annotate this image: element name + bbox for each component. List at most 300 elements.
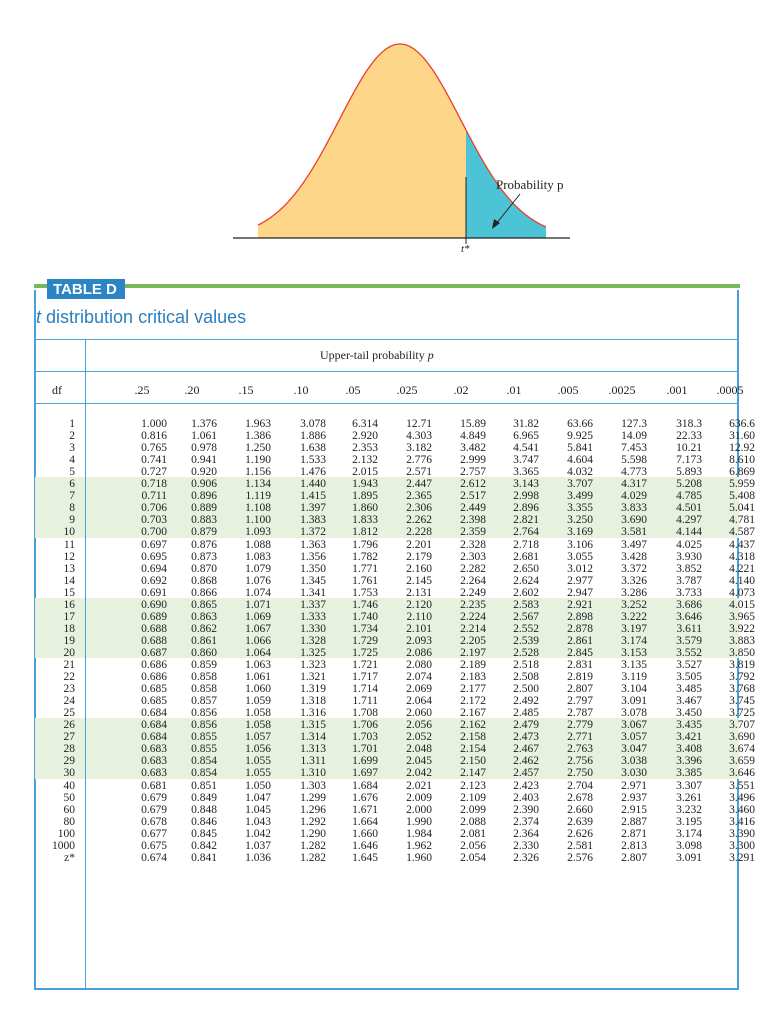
value-cell: 2.145	[406, 574, 432, 587]
value-cell: 1.721	[352, 659, 378, 671]
value-cell: 3.078	[621, 707, 647, 720]
value-cell: 0.684	[141, 731, 167, 744]
value-cell: 1.047	[245, 791, 271, 804]
value-cell: 2.921	[567, 598, 593, 611]
value-cell: 2.197	[460, 646, 486, 659]
value-cell: 2.807	[567, 683, 593, 696]
value-cell: 2.492	[513, 695, 539, 708]
value-cell: 2.048	[406, 743, 432, 756]
value-cell: 4.144	[676, 526, 702, 539]
value-cell: 0.868	[191, 574, 217, 587]
value-cell: 3.091	[676, 851, 702, 864]
value-cell: 0.879	[191, 526, 217, 539]
value-cell: 6.314	[352, 418, 378, 430]
value-cell: 2.086	[406, 646, 432, 659]
upper-tail-label	[320, 348, 434, 363]
value-cell: 2.915	[621, 803, 647, 816]
value-cell: 1.886	[300, 430, 326, 443]
value-cell: 0.683	[141, 755, 167, 768]
value-cell: 2.787	[567, 707, 593, 720]
value-cell: 1.055	[245, 767, 271, 780]
table-title-variable: t	[36, 307, 42, 327]
value-cell: 1.476	[300, 466, 326, 479]
value-cell: 3.552	[676, 646, 702, 659]
value-cell: 2.224	[460, 610, 486, 623]
value-cell: 3.725	[729, 707, 755, 720]
value-cell: 2.056	[460, 839, 486, 852]
value-cell: 1.290	[300, 827, 326, 840]
value-cell: 3.372	[621, 562, 647, 575]
value-cell: 2.776	[406, 454, 432, 467]
table-row	[35, 755, 755, 768]
value-cell: 3.365	[513, 466, 539, 479]
value-cell: 4.032	[567, 466, 593, 479]
df-cell: 19	[63, 634, 75, 647]
value-cell: 0.860	[191, 646, 217, 659]
df-cell: 5	[69, 466, 75, 479]
value-cell: 4.297	[676, 514, 702, 527]
value-cell: 2.099	[460, 803, 486, 816]
value-cell: 1.533	[300, 454, 326, 467]
value-cell: 2.060	[406, 707, 432, 720]
value-cell: 2.052	[406, 731, 432, 744]
value-cell: 1.119	[245, 490, 271, 503]
value-cell: 1.782	[352, 550, 378, 563]
value-cell: 2.123	[460, 779, 486, 792]
value-cell: 2.999	[460, 454, 486, 467]
value-cell: 0.883	[191, 514, 217, 527]
value-cell: 2.447	[406, 478, 432, 491]
value-cell: 1.045	[245, 803, 271, 816]
value-cell: 1.303	[300, 779, 326, 792]
value-cell: 1.292	[300, 815, 326, 828]
value-cell: 2.871	[621, 827, 647, 840]
value-cell: 3.261	[676, 791, 702, 804]
table-row	[35, 827, 755, 840]
value-cell: 1.699	[352, 755, 378, 768]
value-cell: 0.675	[141, 839, 167, 852]
value-cell: 5.598	[621, 454, 647, 467]
df-cell: z*	[64, 851, 75, 864]
value-cell: 1.059	[245, 695, 271, 708]
table-row	[35, 707, 755, 720]
value-cell: 3.581	[621, 526, 647, 539]
value-cell: 2.581	[567, 839, 593, 852]
value-cell: 0.858	[191, 683, 217, 696]
value-cell: 2.457	[513, 767, 539, 780]
table-row	[35, 671, 755, 684]
column-header: .15	[238, 383, 254, 397]
value-cell: 0.856	[191, 707, 217, 720]
value-cell: 1.311	[300, 755, 326, 768]
value-cell: 0.842	[191, 839, 217, 852]
value-cell: 3.690	[621, 514, 647, 527]
value-cell: 2.583	[513, 598, 539, 611]
column-header-divider	[35, 403, 739, 404]
value-cell: 1.440	[300, 478, 326, 491]
value-cell: 4.025	[676, 538, 702, 551]
value-cell: 2.081	[460, 827, 486, 840]
value-cell: 3.579	[676, 634, 702, 647]
value-cell: 0.679	[141, 803, 167, 816]
value-cell: 12.92	[729, 442, 755, 455]
table-row	[35, 767, 755, 780]
value-cell: 2.054	[460, 851, 486, 864]
value-cell: 1.282	[300, 839, 326, 852]
df-cell: 3	[69, 442, 75, 455]
value-cell: 1.337	[300, 598, 326, 611]
table-row	[35, 418, 755, 430]
value-cell: 0.873	[191, 550, 217, 563]
value-cell: 1.703	[352, 731, 378, 744]
column-header: .001	[666, 383, 688, 397]
value-cell: 5.893	[676, 466, 702, 479]
value-cell: 1.711	[352, 695, 378, 708]
value-cell: 0.681	[141, 779, 167, 792]
value-cell: 2.262	[406, 514, 432, 527]
value-cell: 0.727	[141, 466, 167, 479]
table-header-rule	[34, 284, 740, 288]
value-cell: 1.740	[352, 610, 378, 623]
table-title-text: distribution critical values	[41, 307, 247, 327]
value-cell: 1.325	[300, 646, 326, 659]
value-cell: 2.189	[460, 659, 486, 671]
value-cell: 2.088	[460, 815, 486, 828]
value-cell: 2.064	[406, 695, 432, 708]
value-cell: 2.797	[567, 695, 593, 708]
value-cell: 2.947	[567, 586, 593, 599]
value-cell: 2.462	[513, 755, 539, 768]
value-cell: 3.326	[621, 574, 647, 587]
value-cell: 2.162	[460, 719, 486, 732]
value-cell: 0.849	[191, 791, 217, 804]
value-cell: 1.386	[245, 430, 271, 443]
value-cell: 1.943	[352, 478, 378, 491]
value-cell: 127.3	[621, 418, 647, 430]
value-cell: 1.067	[245, 622, 271, 635]
value-cell: 3.408	[676, 743, 702, 756]
value-cell: 2.326	[513, 851, 539, 864]
value-cell: 1.088	[245, 538, 271, 551]
value-cell: 2.887	[621, 815, 647, 828]
value-cell: 3.143	[513, 478, 539, 491]
value-cell: 3.499	[567, 490, 593, 503]
value-cell: 2.681	[513, 550, 539, 563]
value-cell: 1.055	[245, 755, 271, 768]
table-row	[35, 791, 755, 804]
value-cell: 5.408	[729, 490, 755, 503]
column-header: .20	[184, 383, 200, 397]
value-cell: 0.741	[141, 454, 167, 467]
df-cell: 28	[63, 743, 75, 756]
table-row	[35, 743, 755, 756]
value-cell: 2.473	[513, 731, 539, 744]
value-cell: 2.920	[352, 430, 378, 443]
value-cell: 1.746	[352, 598, 378, 611]
value-cell: 0.688	[141, 634, 167, 647]
table-row	[35, 779, 755, 792]
value-cell: 2.056	[406, 719, 432, 732]
value-cell: 2.154	[460, 743, 486, 756]
value-cell: 0.678	[141, 815, 167, 828]
value-cell: 3.390	[729, 827, 755, 840]
value-cell: 0.683	[141, 743, 167, 756]
value-cell: 1.000	[141, 418, 167, 430]
value-cell: 3.965	[729, 610, 755, 623]
value-cell: 6.965	[513, 430, 539, 443]
value-cell: 3.819	[729, 659, 755, 671]
value-cell: 3.733	[676, 586, 702, 599]
value-cell: 3.307	[676, 779, 702, 792]
table-row	[35, 478, 755, 491]
value-cell: 0.906	[191, 478, 217, 491]
value-cell: 1.646	[352, 839, 378, 852]
value-cell: 2.552	[513, 622, 539, 635]
value-cell: 1.076	[245, 574, 271, 587]
t-distribution-curve-figure	[0, 0, 768, 270]
value-cell: 2.821	[513, 514, 539, 527]
value-cell: 1.328	[300, 634, 326, 647]
value-cell: 3.852	[676, 562, 702, 575]
value-cell: 2.074	[406, 671, 432, 684]
value-cell: 1.350	[300, 562, 326, 575]
value-cell: 2.528	[513, 646, 539, 659]
value-cell: 2.150	[460, 755, 486, 768]
value-cell: 1.771	[352, 562, 378, 575]
value-cell: 5.208	[676, 478, 702, 491]
value-cell: 3.153	[621, 646, 647, 659]
value-cell: 3.012	[567, 562, 593, 575]
value-cell: 1.042	[245, 827, 271, 840]
value-cell: 0.889	[191, 502, 217, 515]
value-cell: 3.527	[676, 659, 702, 671]
value-cell: 4.073	[729, 586, 755, 599]
df-cell: 50	[63, 791, 75, 804]
value-cell: 2.282	[460, 562, 486, 575]
value-cell: 6.869	[729, 466, 755, 479]
value-cell: 2.179	[406, 550, 432, 563]
value-cell: 2.678	[567, 791, 593, 804]
value-cell: 0.848	[191, 803, 217, 816]
table-row	[35, 610, 755, 623]
value-cell: 0.697	[141, 538, 167, 551]
value-cell: 2.576	[567, 851, 593, 864]
value-cell: 2.328	[460, 538, 486, 551]
value-cell: 318.3	[676, 418, 702, 430]
value-cell: 2.861	[567, 634, 593, 647]
value-cell: 3.250	[567, 514, 593, 527]
value-cell: 2.602	[513, 586, 539, 599]
value-cell: 7.173	[676, 454, 702, 467]
value-cell: 1.250	[245, 442, 271, 455]
table-row	[35, 839, 755, 852]
value-cell: 0.703	[141, 514, 167, 527]
value-cell: 2.763	[567, 743, 593, 756]
value-cell: 0.855	[191, 731, 217, 744]
df-cell: 1	[69, 418, 75, 430]
value-cell: 0.816	[141, 430, 167, 443]
value-cell: 1.960	[406, 851, 432, 864]
value-cell: 3.707	[729, 719, 755, 732]
value-cell: 1.645	[352, 851, 378, 864]
value-cell: 3.182	[406, 442, 432, 455]
value-cell: 2.639	[567, 815, 593, 828]
value-cell: 3.551	[729, 779, 755, 792]
value-cell: 3.686	[676, 598, 702, 611]
df-cell: 17	[63, 610, 75, 623]
value-cell: 3.055	[567, 550, 593, 563]
value-cell: 3.355	[567, 502, 593, 515]
value-cell: 2.120	[406, 598, 432, 611]
df-cell: 6	[69, 478, 75, 491]
value-cell: 0.845	[191, 827, 217, 840]
value-cell: 2.303	[460, 550, 486, 563]
df-cell: 15	[63, 586, 75, 599]
value-cell: 0.862	[191, 622, 217, 635]
value-cell: 0.854	[191, 755, 217, 768]
value-cell: 0.684	[141, 719, 167, 732]
value-cell: 0.941	[191, 454, 217, 467]
table-row	[35, 538, 755, 551]
column-header: .025	[396, 383, 418, 397]
value-cell: 0.687	[141, 646, 167, 659]
df-cell: 20	[63, 646, 75, 659]
value-cell: 2.650	[513, 562, 539, 575]
value-cell: 1.734	[352, 622, 378, 635]
df-cell: 24	[63, 695, 75, 708]
table-title	[36, 307, 246, 328]
value-cell: 3.646	[676, 610, 702, 623]
value-cell: 4.303	[406, 430, 432, 443]
value-cell: 2.779	[567, 719, 593, 732]
value-cell: 31.82	[513, 418, 539, 430]
value-cell: 1.962	[406, 839, 432, 852]
value-cell: 1.318	[300, 695, 326, 708]
value-cell: 1.860	[352, 502, 378, 515]
value-cell: 1.356	[300, 550, 326, 563]
value-cell: 3.291	[729, 851, 755, 864]
value-cell: 0.691	[141, 586, 167, 599]
value-cell: 1.333	[300, 610, 326, 623]
value-cell: 2.423	[513, 779, 539, 792]
value-cell: 3.252	[621, 598, 647, 611]
value-cell: 2.015	[352, 466, 378, 479]
value-cell: 3.222	[621, 610, 647, 623]
value-cell: 0.841	[191, 851, 217, 864]
value-cell: 3.300	[729, 839, 755, 852]
table-row	[35, 550, 755, 563]
value-cell: 3.833	[621, 502, 647, 515]
value-cell: 0.859	[191, 659, 217, 671]
table-row	[35, 622, 755, 635]
table-row	[35, 454, 755, 467]
value-cell: 3.850	[729, 646, 755, 659]
value-cell: 3.496	[729, 791, 755, 804]
table-row	[35, 466, 755, 479]
value-cell: 0.684	[141, 707, 167, 720]
value-cell: 1.043	[245, 815, 271, 828]
value-cell: 1.037	[245, 839, 271, 852]
value-cell: 2.109	[460, 791, 486, 804]
df-cell: 11	[63, 538, 75, 551]
table-row	[35, 803, 755, 816]
value-cell: 2.205	[460, 634, 486, 647]
value-cell: 0.686	[141, 671, 167, 684]
value-cell: 1.083	[245, 550, 271, 563]
value-cell: 3.690	[729, 731, 755, 744]
column-header: .0025	[608, 383, 636, 397]
value-cell: 4.773	[621, 466, 647, 479]
value-cell: 2.757	[460, 466, 486, 479]
value-cell: 1.057	[245, 731, 271, 744]
value-cell: 5.841	[567, 442, 593, 455]
table-row	[35, 490, 755, 503]
value-cell: 2.626	[567, 827, 593, 840]
value-cell: 1.063	[245, 659, 271, 671]
value-cell: 2.518	[513, 659, 539, 671]
value-cell: 3.416	[729, 815, 755, 828]
value-cell: 0.854	[191, 767, 217, 780]
value-cell: 0.896	[191, 490, 217, 503]
value-cell: 3.674	[729, 743, 755, 756]
value-cell: 2.000	[406, 803, 432, 816]
value-cell: 0.685	[141, 695, 167, 708]
table-row	[35, 430, 755, 443]
value-cell: 0.718	[141, 478, 167, 491]
value-cell: 1.330	[300, 622, 326, 635]
value-cell: 1.833	[352, 514, 378, 527]
value-cell: 1.345	[300, 574, 326, 587]
value-cell: 0.694	[141, 562, 167, 575]
value-cell: 3.106	[567, 538, 593, 551]
value-cell: 4.501	[676, 502, 702, 515]
value-cell: 3.883	[729, 634, 755, 647]
value-cell: 2.330	[513, 839, 539, 852]
value-cell: 1.321	[300, 671, 326, 684]
value-cell: 2.467	[513, 743, 539, 756]
value-cell: 1.093	[245, 526, 271, 539]
value-cell: 2.449	[460, 502, 486, 515]
value-cell: 3.922	[729, 622, 755, 635]
value-cell: 3.286	[621, 586, 647, 599]
value-cell: 2.508	[513, 671, 539, 684]
value-cell: 1.761	[352, 574, 378, 587]
value-cell: 3.396	[676, 755, 702, 768]
value-cell: 2.172	[460, 695, 486, 708]
tstar-label: t*	[461, 243, 470, 255]
column-header: .05	[345, 383, 361, 397]
value-cell: 12.71	[406, 418, 432, 430]
value-cell: 2.390	[513, 803, 539, 816]
value-cell: 2.845	[567, 646, 593, 659]
value-cell: 1.296	[300, 803, 326, 816]
value-cell: 1.061	[191, 430, 217, 443]
value-cell: 2.612	[460, 478, 486, 491]
value-cell: 3.460	[729, 803, 755, 816]
value-cell: 1.671	[352, 803, 378, 816]
value-cell: 1.058	[245, 719, 271, 732]
value-cell: 2.167	[460, 707, 486, 720]
value-cell: 3.421	[676, 731, 702, 744]
value-cell: 2.704	[567, 779, 593, 792]
value-cell: 4.140	[729, 574, 755, 587]
value-cell: 0.978	[191, 442, 217, 455]
value-cell: 1.990	[406, 815, 432, 828]
value-cell: 2.571	[406, 466, 432, 479]
value-cell: 1.190	[245, 454, 271, 467]
value-cell: 4.541	[513, 442, 539, 455]
value-cell: 1.134	[245, 478, 271, 491]
